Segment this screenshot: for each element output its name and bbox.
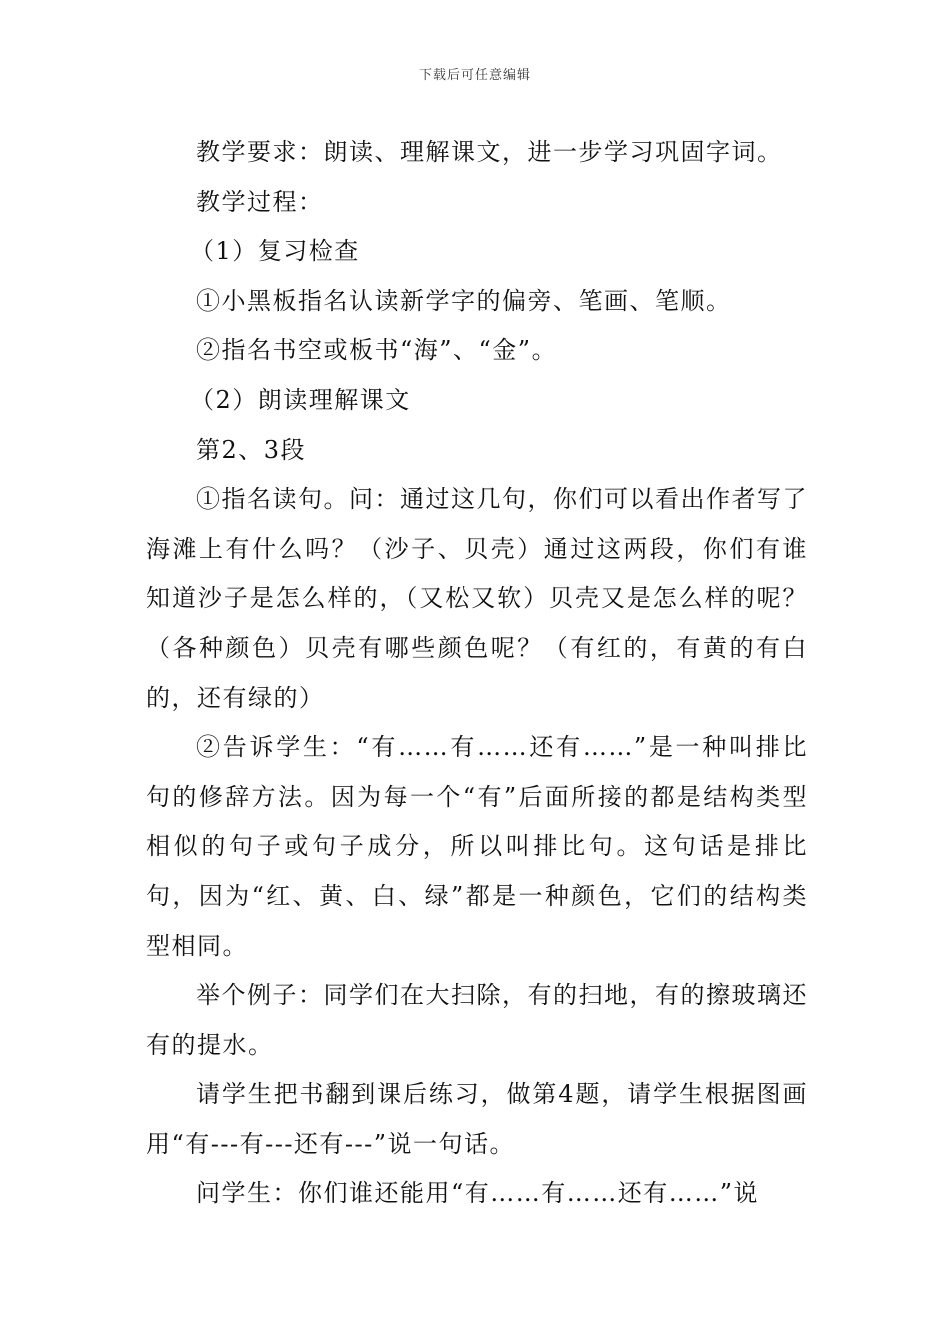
paragraph-example: 举个例子：同学们在大扫除，有的扫地，有的擦玻璃还有的提水。: [146, 981, 808, 1059]
paragraph-parallelism: ②告诉学生：“有……有……还有……”是一种叫排比句的修辞方法。因为每一个“有”后面所接的都是结构类型相似的句子或句子成分，所以叫排比句。这句话是排比句，因为“红、黄、白、绿”都是一种颜色，它们的结构类型相同。: [146, 733, 808, 960]
paragraph-question: 问学生：你们谁还能用“有……有……还有……”说: [196, 1179, 760, 1208]
paragraph-exercise: 请学生把书翻到课后练习，做第4题，请学生根据图画用“有---有---还有---”说一句话。: [146, 1080, 808, 1158]
paragraph-teaching-process: 教学过程：: [196, 187, 324, 216]
paragraph-review-check: （1）复习检查: [190, 237, 360, 266]
paragraph-blackboard-reading: ①小黑板指名认读新学字的偏旁、笔画、笔顺。: [196, 286, 732, 315]
header-note: 下载后可任意编辑: [418, 68, 531, 83]
paragraph-air-writing: ②指名书空或板书“海”、“金”。: [196, 336, 558, 365]
paragraph-read-sentences: ①指名读句。问：通过这几句，你们可以看出作者写了海滩上有什么吗？（沙子、贝壳）通过这两段，你们有谁知道沙子是怎么样的，（又松又软）贝壳又是怎么样的呢？（各种颜色）贝壳有哪些颜色呢？（有红的，有黄的有白的，还有绿的）: [146, 485, 808, 712]
paragraph-section-label: 第2、3段: [196, 435, 307, 464]
paragraph-teaching-requirements: 教学要求：朗读、理解课文，进一步学习巩固字词。: [196, 138, 783, 166]
document-body: [146, 128, 808, 1219]
paragraph-reading-understanding: （2）朗读理解课文: [190, 385, 411, 414]
